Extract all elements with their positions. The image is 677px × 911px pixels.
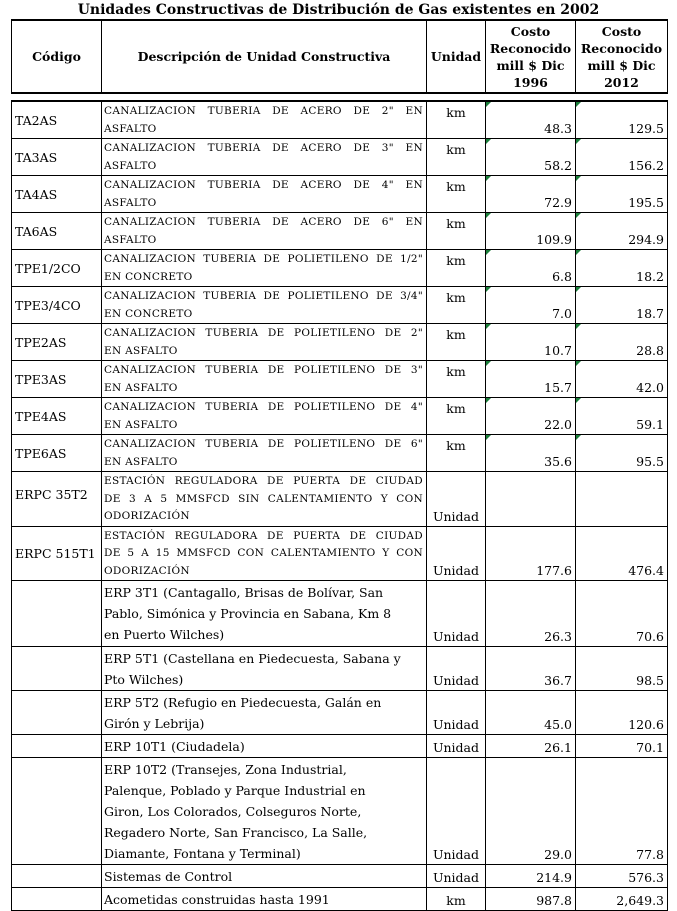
- cell-codigo: [12, 888, 102, 911]
- header-costo-2012-line: mill $ Dic: [587, 57, 656, 73]
- table-row: [12, 250, 668, 287]
- cell-codigo: TPE6AS: [12, 435, 102, 472]
- cell-costo-1996: 214.9: [486, 865, 576, 888]
- descripcion-line: ODORIZACIÓN: [104, 564, 190, 577]
- table-row: [12, 865, 668, 888]
- cell-descripcion: [102, 250, 427, 287]
- descripcion-line: EN ASFALTO: [104, 455, 178, 468]
- cell-unidad: Unidad: [427, 691, 486, 735]
- descripcion-line: ASFALTO: [104, 122, 157, 135]
- cell-codigo: TPE2AS: [12, 324, 102, 361]
- cell-costo-2012: 95.5: [576, 435, 668, 472]
- cell-codigo: TA3AS: [12, 139, 102, 176]
- header-codigo: Código: [12, 20, 102, 93]
- descripcion-line: ERP 5T2 (Refugio en Piedecuesta, Galán en: [104, 695, 382, 710]
- cell-costo-1996: 29.0: [486, 758, 576, 865]
- descripcion-line: EN ASFALTO: [104, 344, 178, 357]
- descripcion-line: ERP 10T2 (Transejes, Zona Industrial,: [104, 762, 347, 777]
- table-row: [12, 176, 668, 213]
- table-row: [12, 361, 668, 398]
- table-body: [12, 101, 668, 911]
- descripcion-line: Giron, Los Colorados, Colseguros Norte,: [104, 804, 362, 819]
- descripcion-line: ASFALTO: [104, 233, 157, 246]
- cell-costo-1996: 26.1: [486, 735, 576, 758]
- cell-codigo: TA4AS: [12, 176, 102, 213]
- data-table: [11, 100, 668, 911]
- descripcion-line: ERP 10T1 (Ciudadela): [104, 739, 245, 754]
- header-costo-1996-line: Reconocido: [489, 40, 572, 56]
- cell-codigo: TPE1/2CO: [12, 250, 102, 287]
- cell-descripcion: [102, 647, 427, 691]
- cell-descripcion: [102, 176, 427, 213]
- table-row: [12, 526, 668, 581]
- cell-codigo: ERPC 515T1: [12, 526, 102, 581]
- descripcion-line: Palenque, Poblado y Parque Industrial en: [104, 783, 366, 798]
- descripcion-line: CANALIZACION TUBERIA DE ACERO DE 4" EN: [104, 179, 423, 191]
- table-row: [12, 472, 668, 527]
- cell-unidad: km: [427, 101, 486, 139]
- descripcion-line: Pablo, Simónica y Provincia en Sabana, Km 8: [104, 606, 392, 621]
- cell-descripcion: [102, 526, 427, 581]
- cell-unidad: km: [427, 213, 486, 250]
- cell-descripcion: [102, 398, 427, 435]
- cell-unidad: km: [427, 361, 486, 398]
- descripcion-line: Girón y Lebrija): [104, 716, 205, 731]
- cell-costo-1996: 109.9: [486, 213, 576, 250]
- cell-costo-1996: 48.3: [486, 101, 576, 139]
- cell-costo-2012: 70.1: [576, 735, 668, 758]
- header-costo-1996-line: 1996: [513, 74, 548, 90]
- cell-unidad: Unidad: [427, 758, 486, 865]
- descripcion-line: Pto Wilches): [104, 672, 184, 687]
- cell-costo-2012: 77.8: [576, 758, 668, 865]
- header-costo-2012-line: 2012: [604, 74, 639, 90]
- cell-costo-2012: 42.0: [576, 361, 668, 398]
- table-row: [12, 398, 668, 435]
- descripcion-line: ASFALTO: [104, 159, 157, 172]
- table-row: [12, 324, 668, 361]
- cell-descripcion: [102, 691, 427, 735]
- descripcion-line: Diamante, Fontana y Terminal): [104, 846, 301, 861]
- descripcion-line: ODORIZACIÓN: [104, 510, 190, 522]
- cell-costo-2012: 98.5: [576, 647, 668, 691]
- cell-costo-2012: 70.6: [576, 581, 668, 647]
- cell-unidad: km: [427, 888, 486, 911]
- cell-codigo: [12, 735, 102, 758]
- cell-costo-2012: 294.9: [576, 213, 668, 250]
- cell-descripcion: [102, 287, 427, 324]
- cell-costo-2012: 18.2: [576, 250, 668, 287]
- descripcion-line: en Puerto Wilches): [104, 627, 225, 642]
- cell-codigo: TA2AS: [12, 101, 102, 139]
- cell-costo-2012: 476.4: [576, 526, 668, 581]
- cell-costo-2012: 28.8: [576, 324, 668, 361]
- cell-costo-1996: 987.8: [486, 888, 576, 911]
- table-row: [12, 287, 668, 324]
- descripcion-line: CANALIZACION TUBERIA DE ACERO DE 2" EN: [104, 105, 423, 117]
- cell-codigo: TPE3/4CO: [12, 287, 102, 324]
- descripcion-line: ESTACIÓN REGULADORA DE PUERTA DE CIUDAD: [104, 529, 423, 542]
- descripcion-line: CANALIZACION TUBERIA DE POLIETILENO DE 6": [104, 438, 423, 450]
- descripcion-line: CANALIZACION TUBERIA DE POLIETILENO DE 3": [104, 364, 423, 376]
- header-costo-1996-line: mill $ Dic: [496, 57, 565, 73]
- cell-descripcion: [102, 139, 427, 176]
- descripcion-line: CANALIZACION TUBERIA DE POLIETILENO DE 3/4": [104, 290, 423, 302]
- cell-descripcion: [102, 581, 427, 647]
- cell-costo-1996: 36.7: [486, 647, 576, 691]
- cell-costo-1996: 10.7: [486, 324, 576, 361]
- header-costo-2012-line: Costo: [601, 23, 642, 39]
- descripcion-line: ERP 3T1 (Cantagallo, Brisas de Bolívar, San: [104, 585, 384, 600]
- cell-costo-1996: 58.2: [486, 139, 576, 176]
- table-header: [11, 19, 668, 94]
- table-row: [12, 758, 668, 865]
- cell-descripcion: [102, 361, 427, 398]
- descripcion-line: Regadero Norte, San Francisco, La Salle,: [104, 825, 368, 840]
- table-row: [12, 435, 668, 472]
- cell-unidad: Unidad: [427, 735, 486, 758]
- cell-costo-2012: [576, 472, 668, 527]
- header-costo-2012: [576, 20, 668, 93]
- cell-costo-2012: 2,649.3: [576, 888, 668, 911]
- cell-descripcion: [102, 324, 427, 361]
- cell-unidad: km: [427, 324, 486, 361]
- table-row: [12, 691, 668, 735]
- cell-descripcion: [102, 888, 427, 911]
- cell-descripcion: [102, 213, 427, 250]
- descripcion-line: EN CONCRETO: [104, 307, 193, 320]
- table-row: [12, 647, 668, 691]
- cell-codigo: [12, 581, 102, 647]
- cell-codigo: TPE3AS: [12, 361, 102, 398]
- header-costo-2012-line: Reconocido: [580, 40, 663, 56]
- cell-costo-2012: 156.2: [576, 139, 668, 176]
- cell-descripcion: [102, 865, 427, 888]
- cell-costo-2012: 195.5: [576, 176, 668, 213]
- cell-descripcion: [102, 435, 427, 472]
- cell-codigo: TA6AS: [12, 213, 102, 250]
- cell-codigo: TPE4AS: [12, 398, 102, 435]
- cell-unidad: km: [427, 250, 486, 287]
- descripcion-line: ESTACIÓN REGULADORA DE PUERTA DE CIUDAD: [104, 475, 423, 487]
- descripcion-line: EN ASFALTO: [104, 381, 178, 394]
- cell-unidad: Unidad: [427, 647, 486, 691]
- header-costo-1996-line: Costo: [510, 23, 551, 39]
- cell-codigo: [12, 691, 102, 735]
- cell-descripcion: [102, 735, 427, 758]
- cell-codigo: [12, 865, 102, 888]
- descripcion-line: ASFALTO: [104, 196, 157, 209]
- descripcion-line: Sistemas de Control: [104, 869, 233, 884]
- cell-unidad: Unidad: [427, 526, 486, 581]
- cell-costo-1996: 7.0: [486, 287, 576, 324]
- table-row: [12, 213, 668, 250]
- cell-costo-1996: 177.6: [486, 526, 576, 581]
- cell-unidad: km: [427, 176, 486, 213]
- header-descripcion: Descripción de Unidad Constructiva: [102, 20, 427, 93]
- table-row: [12, 139, 668, 176]
- cell-codigo: [12, 758, 102, 865]
- cell-unidad: Unidad: [427, 581, 486, 647]
- cell-costo-1996: 26.3: [486, 581, 576, 647]
- table-row: [12, 735, 668, 758]
- descripcion-line: CANALIZACION TUBERIA DE POLIETILENO DE 2": [104, 327, 423, 339]
- table-title: Unidades Constructivas de Distribución de Gas existentes en 2002: [77, 2, 600, 18]
- cell-costo-1996: 6.8: [486, 250, 576, 287]
- descripcion-line: DE 5 A 15 MMSFCD CON CALENTAMIENTO Y CON: [104, 547, 423, 559]
- cell-descripcion: [102, 101, 427, 139]
- cell-unidad: km: [427, 139, 486, 176]
- table-row: [12, 888, 668, 911]
- table-row: [12, 581, 668, 647]
- cell-costo-1996: 72.9: [486, 176, 576, 213]
- table-row: [12, 101, 668, 139]
- cell-unidad: km: [427, 287, 486, 324]
- header-costo-1996: [486, 20, 576, 93]
- descripcion-line: Acometidas construidas hasta 1991: [104, 892, 330, 907]
- descripcion-line: CANALIZACION TUBERIA DE POLIETILENO DE 1/2": [104, 253, 423, 265]
- cell-descripcion: [102, 472, 427, 527]
- cell-costo-1996: [486, 472, 576, 527]
- cell-costo-2012: 129.5: [576, 101, 668, 139]
- descripcion-line: EN CONCRETO: [104, 270, 193, 283]
- cell-unidad: km: [427, 398, 486, 435]
- cell-unidad: km: [427, 435, 486, 472]
- cell-costo-2012: 120.6: [576, 691, 668, 735]
- cell-unidad: Unidad: [427, 865, 486, 888]
- cell-costo-1996: 15.7: [486, 361, 576, 398]
- cell-codigo: ERPC 35T2: [12, 472, 102, 527]
- cell-unidad: Unidad: [427, 472, 486, 527]
- cell-costo-1996: 45.0: [486, 691, 576, 735]
- header-unidad: Unidad: [427, 20, 486, 93]
- descripcion-line: EN ASFALTO: [104, 418, 178, 431]
- descripcion-line: CANALIZACION TUBERIA DE ACERO DE 3" EN: [104, 142, 423, 154]
- descripcion-line: ERP 5T1 (Castellana en Piedecuesta, Sabana y: [104, 651, 401, 666]
- cell-costo-2012: 59.1: [576, 398, 668, 435]
- descripcion-line: DE 3 A 5 MMSFCD SIN CALENTAMIENTO Y CON: [104, 492, 423, 505]
- cell-costo-1996: 35.6: [486, 435, 576, 472]
- cell-codigo: [12, 647, 102, 691]
- descripcion-line: CANALIZACION TUBERIA DE ACERO DE 6" EN: [104, 216, 423, 228]
- cell-costo-2012: 576.3: [576, 865, 668, 888]
- cell-costo-1996: 22.0: [486, 398, 576, 435]
- cell-descripcion: [102, 758, 427, 865]
- descripcion-line: CANALIZACION TUBERIA DE POLIETILENO DE 4": [104, 401, 423, 413]
- cell-costo-2012: 18.7: [576, 287, 668, 324]
